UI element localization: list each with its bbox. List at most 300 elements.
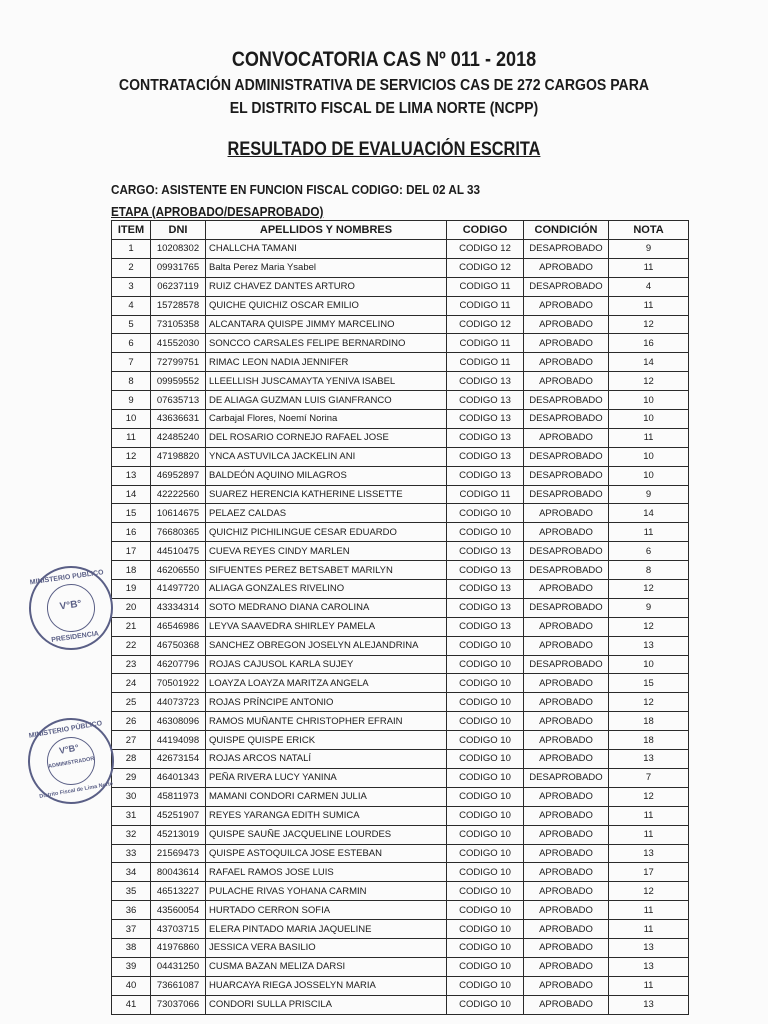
cell-condicion: APROBADO [524, 844, 609, 863]
table-row [112, 882, 689, 901]
cell-nota: 11 [609, 296, 689, 315]
cell-item: 2 [112, 258, 151, 277]
table-row [112, 447, 689, 466]
cell-condicion: APROBADO [524, 674, 609, 693]
cell-dni: 76680365 [151, 523, 206, 542]
cell-item: 7 [112, 353, 151, 372]
cell-nota: 10 [609, 655, 689, 674]
cell-dni: 46546986 [151, 617, 206, 636]
table-row [112, 240, 689, 259]
cell-codigo: CODIGO 11 [447, 296, 524, 315]
cell-condicion: APROBADO [524, 353, 609, 372]
cell-nota: 10 [609, 410, 689, 429]
cell-dni: 43560054 [151, 901, 206, 920]
cell-condicion: APROBADO [524, 825, 609, 844]
cell-codigo: CODIGO 10 [447, 787, 524, 806]
cell-apellidos-nombres: QUICHE QUICHIZ OSCAR EMILIO [206, 296, 447, 315]
cell-nota: 7 [609, 768, 689, 787]
cell-apellidos-nombres: ROJAS CAJUSOL KARLA SUJEY [206, 655, 447, 674]
table-row [112, 995, 689, 1014]
table-row [112, 617, 689, 636]
cell-apellidos-nombres: DEL ROSARIO CORNEJO RAFAEL JOSE [206, 428, 447, 447]
cell-item: 22 [112, 636, 151, 655]
cell-nota: 9 [609, 598, 689, 617]
cell-apellidos-nombres: Balta Perez Maria Ysabel [206, 258, 447, 277]
cell-codigo: CODIGO 10 [447, 636, 524, 655]
cell-apellidos-nombres: RAMOS MUÑANTE CHRISTOPHER EFRAIN [206, 712, 447, 731]
cell-nota: 10 [609, 391, 689, 410]
cell-dni: 72799751 [151, 353, 206, 372]
cell-nota: 4 [609, 277, 689, 296]
cell-nota: 11 [609, 806, 689, 825]
cell-dni: 46401343 [151, 768, 206, 787]
cell-dni: 80043614 [151, 863, 206, 882]
cell-apellidos-nombres: SIFUENTES PEREZ BETSABET MARILYN [206, 561, 447, 580]
cell-nota: 12 [609, 580, 689, 599]
cell-condicion: APROBADO [524, 428, 609, 447]
table-row [112, 561, 689, 580]
cell-nota: 6 [609, 542, 689, 561]
cell-apellidos-nombres: QUISPE ASTOQUILCA JOSE ESTEBAN [206, 844, 447, 863]
cell-codigo: CODIGO 13 [447, 466, 524, 485]
cell-apellidos-nombres: SUAREZ HERENCIA KATHERINE LISSETTE [206, 485, 447, 504]
cell-codigo: CODIGO 10 [447, 523, 524, 542]
cell-codigo: CODIGO 13 [447, 617, 524, 636]
cell-item: 13 [112, 466, 151, 485]
cell-item: 18 [112, 561, 151, 580]
table-row [112, 523, 689, 542]
cell-codigo: CODIGO 10 [447, 768, 524, 787]
cell-condicion: APROBADO [524, 882, 609, 901]
table-row [112, 466, 689, 485]
cell-condicion: DESAPROBADO [524, 655, 609, 674]
cell-condicion: APROBADO [524, 920, 609, 939]
cell-dni: 47198820 [151, 447, 206, 466]
cell-codigo: CODIGO 13 [447, 391, 524, 410]
cell-nota: 11 [609, 523, 689, 542]
stamp-middle-text: ADMINISTRADOR [47, 755, 95, 770]
table-row [112, 674, 689, 693]
cell-item: 27 [112, 731, 151, 750]
table-row [112, 938, 689, 957]
cell-condicion: APROBADO [524, 806, 609, 825]
cell-condicion: APROBADO [524, 258, 609, 277]
cell-nota: 13 [609, 995, 689, 1014]
cell-condicion: APROBADO [524, 957, 609, 976]
cell-condicion: APROBADO [524, 750, 609, 769]
cell-codigo: CODIGO 10 [447, 731, 524, 750]
cell-nota: 13 [609, 844, 689, 863]
table-row [112, 825, 689, 844]
cell-apellidos-nombres: CUEVA REYES CINDY MARLEN [206, 542, 447, 561]
cell-codigo: CODIGO 11 [447, 485, 524, 504]
cell-dni: 73105358 [151, 315, 206, 334]
table-header-row [112, 221, 689, 240]
document-subtitle-line2: EL DISTRITO FISCAL DE LIMA NORTE (NCPP) [229, 100, 539, 117]
cell-nota: 14 [609, 353, 689, 372]
cell-dni: 07635713 [151, 391, 206, 410]
cell-codigo: CODIGO 11 [447, 277, 524, 296]
cell-dni: 15728578 [151, 296, 206, 315]
cell-condicion: APROBADO [524, 580, 609, 599]
cell-apellidos-nombres: SONCCO CARSALES FELIPE BERNARDINO [206, 334, 447, 353]
cell-condicion: APROBADO [524, 712, 609, 731]
table-row [112, 863, 689, 882]
cell-dni: 46207796 [151, 655, 206, 674]
cell-item: 39 [112, 957, 151, 976]
cell-apellidos-nombres: CUSMA BAZAN MELIZA DARSI [206, 957, 447, 976]
cell-dni: 41976860 [151, 938, 206, 957]
stamp-center-text: V°B° [58, 742, 80, 756]
cell-nota: 11 [609, 920, 689, 939]
cell-codigo: CODIGO 10 [447, 693, 524, 712]
table-row [112, 598, 689, 617]
etapa-line: ETAPA (APROBADO/DESAPROBADO) [111, 204, 324, 219]
cell-dni: 70501922 [151, 674, 206, 693]
cell-apellidos-nombres: ROJAS PRÍNCIPE ANTONIO [206, 693, 447, 712]
cell-codigo: CODIGO 13 [447, 410, 524, 429]
cell-nota: 11 [609, 901, 689, 920]
cell-condicion: APROBADO [524, 731, 609, 750]
table-row [112, 976, 689, 995]
cell-codigo: CODIGO 10 [447, 504, 524, 523]
cell-item: 12 [112, 447, 151, 466]
cell-dni: 45213019 [151, 825, 206, 844]
cell-item: 26 [112, 712, 151, 731]
table-row [112, 957, 689, 976]
cell-apellidos-nombres: MAMANI CONDORI CARMEN JULIA [206, 787, 447, 806]
cell-condicion: DESAPROBADO [524, 768, 609, 787]
cell-condicion: APROBADO [524, 334, 609, 353]
cell-condicion: APROBADO [524, 693, 609, 712]
administrador-stamp [21, 711, 121, 811]
stamp-top-text: MINISTERIO PUBLICO [29, 569, 105, 587]
table-row [112, 731, 689, 750]
cell-nota: 12 [609, 372, 689, 391]
cell-apellidos-nombres: SANCHEZ OBREGON JOSELYN ALEJANDRINA [206, 636, 447, 655]
cell-dni: 44510475 [151, 542, 206, 561]
cell-condicion: DESAPROBADO [524, 410, 609, 429]
cell-nota: 12 [609, 315, 689, 334]
stamp-top-text: MINISTERIO PÚBLICO [28, 720, 103, 740]
cell-dni: 44073723 [151, 693, 206, 712]
cell-nota: 11 [609, 825, 689, 844]
cell-dni: 42485240 [151, 428, 206, 447]
cell-condicion: APROBADO [524, 976, 609, 995]
cell-apellidos-nombres: PEÑA RIVERA LUCY YANINA [206, 768, 447, 787]
cell-item: 11 [112, 428, 151, 447]
cell-item: 21 [112, 617, 151, 636]
cell-nota: 12 [609, 787, 689, 806]
cell-dni: 45811973 [151, 787, 206, 806]
cell-nota: 12 [609, 617, 689, 636]
cell-apellidos-nombres: DE ALIAGA GUZMAN LUIS GIANFRANCO [206, 391, 447, 410]
cell-nota: 13 [609, 957, 689, 976]
cell-codigo: CODIGO 10 [447, 995, 524, 1014]
cell-nota: 13 [609, 636, 689, 655]
cell-apellidos-nombres: BALDEÓN AQUINO MILAGROS [206, 466, 447, 485]
cell-item: 15 [112, 504, 151, 523]
cell-nota: 18 [609, 731, 689, 750]
cell-item: 20 [112, 598, 151, 617]
cell-nota: 13 [609, 938, 689, 957]
cell-nota: 11 [609, 258, 689, 277]
cell-condicion: DESAPROBADO [524, 598, 609, 617]
cell-item: 17 [112, 542, 151, 561]
cell-nota: 8 [609, 561, 689, 580]
cell-codigo: CODIGO 13 [447, 428, 524, 447]
cell-condicion: APROBADO [524, 504, 609, 523]
cell-codigo: CODIGO 10 [447, 901, 524, 920]
table-row [112, 504, 689, 523]
cell-item: 23 [112, 655, 151, 674]
cell-condicion: APROBADO [524, 863, 609, 882]
cell-apellidos-nombres: RAFAEL RAMOS JOSE LUIS [206, 863, 447, 882]
cell-nota: 10 [609, 466, 689, 485]
table-row [112, 372, 689, 391]
cell-codigo: CODIGO 10 [447, 844, 524, 863]
cell-apellidos-nombres: REYES YARANGA EDITH SUMICA [206, 806, 447, 825]
cell-dni: 46750368 [151, 636, 206, 655]
cell-dni: 42222560 [151, 485, 206, 504]
cell-dni: 43636631 [151, 410, 206, 429]
cell-apellidos-nombres: ALIAGA GONZALES RIVELINO [206, 580, 447, 599]
cell-apellidos-nombres: QUICHIZ PICHILINGUE CESAR EDUARDO [206, 523, 447, 542]
cell-codigo: CODIGO 13 [447, 598, 524, 617]
table-row [112, 844, 689, 863]
header-codigo: CODIGO [447, 221, 524, 240]
cell-dni: 73661087 [151, 976, 206, 995]
cell-item: 1 [112, 240, 151, 259]
table-row [112, 428, 689, 447]
table-row [112, 693, 689, 712]
cell-condicion: APROBADO [524, 636, 609, 655]
cell-condicion: APROBADO [524, 315, 609, 334]
cell-nota: 9 [609, 240, 689, 259]
cell-dni: 43334314 [151, 598, 206, 617]
table-row [112, 277, 689, 296]
table-row [112, 315, 689, 334]
cell-item: 10 [112, 410, 151, 429]
cell-codigo: CODIGO 12 [447, 258, 524, 277]
cell-codigo: CODIGO 10 [447, 825, 524, 844]
cell-dni: 43703715 [151, 920, 206, 939]
cell-condicion: APROBADO [524, 617, 609, 636]
cell-codigo: CODIGO 10 [447, 712, 524, 731]
cell-dni: 73037066 [151, 995, 206, 1014]
cell-dni: 42673154 [151, 750, 206, 769]
cell-apellidos-nombres: CONDORI SULLA PRISCILA [206, 995, 447, 1014]
cell-item: 34 [112, 863, 151, 882]
cell-dni: 09931765 [151, 258, 206, 277]
cell-item: 31 [112, 806, 151, 825]
cell-condicion: DESAPROBADO [524, 542, 609, 561]
cell-condicion: APROBADO [524, 787, 609, 806]
cell-dni: 06237119 [151, 277, 206, 296]
cell-dni: 10614675 [151, 504, 206, 523]
cell-condicion: DESAPROBADO [524, 277, 609, 296]
cell-condicion: DESAPROBADO [524, 485, 609, 504]
cell-apellidos-nombres: HURTADO CERRON SOFIA [206, 901, 447, 920]
header-apellidos-nombres: APELLIDOS Y NOMBRES [206, 221, 447, 240]
result-title: RESULTADO DE EVALUACIÓN ESCRITA [227, 139, 541, 160]
cell-item: 25 [112, 693, 151, 712]
cell-condicion: DESAPROBADO [524, 240, 609, 259]
cell-dni: 09959552 [151, 372, 206, 391]
cell-codigo: CODIGO 10 [447, 750, 524, 769]
cell-item: 41 [112, 995, 151, 1014]
cell-dni: 46308096 [151, 712, 206, 731]
cell-item: 8 [112, 372, 151, 391]
cell-nota: 10 [609, 447, 689, 466]
cell-nota: 13 [609, 750, 689, 769]
cell-codigo: CODIGO 10 [447, 882, 524, 901]
table-row [112, 806, 689, 825]
cell-codigo: CODIGO 11 [447, 353, 524, 372]
cell-apellidos-nombres: JESSICA VERA BASILIO [206, 938, 447, 957]
cell-codigo: CODIGO 11 [447, 334, 524, 353]
table-row [112, 768, 689, 787]
cell-codigo: CODIGO 10 [447, 655, 524, 674]
table-row [112, 334, 689, 353]
cell-nota: 16 [609, 334, 689, 353]
cell-dni: 46206550 [151, 561, 206, 580]
cell-codigo: CODIGO 10 [447, 674, 524, 693]
cell-nota: 14 [609, 504, 689, 523]
cell-dni: 04431250 [151, 957, 206, 976]
cell-condicion: APROBADO [524, 372, 609, 391]
cell-codigo: CODIGO 10 [447, 976, 524, 995]
cell-nota: 11 [609, 428, 689, 447]
cell-apellidos-nombres: ELERA PINTADO MARIA JAQUELINE [206, 920, 447, 939]
table-row [112, 485, 689, 504]
cell-apellidos-nombres: RUIZ CHAVEZ DANTES ARTURO [206, 277, 447, 296]
cell-apellidos-nombres: Carbajal Flores, Noemí Norina [206, 410, 447, 429]
table-row [112, 920, 689, 939]
cell-apellidos-nombres: LLEELLISH JUSCAMAYTA YENIVA ISABEL [206, 372, 447, 391]
table-row [112, 580, 689, 599]
cell-codigo: CODIGO 13 [447, 561, 524, 580]
cell-apellidos-nombres: HUARCAYA RIEGA JOSSELYN MARIA [206, 976, 447, 995]
document-title: CONVOCATORIA CAS Nº 011 - 2018 [231, 48, 537, 71]
cell-item: 24 [112, 674, 151, 693]
cell-codigo: CODIGO 10 [447, 957, 524, 976]
cell-dni: 44194098 [151, 731, 206, 750]
cell-codigo: CODIGO 13 [447, 447, 524, 466]
cell-condicion: APROBADO [524, 995, 609, 1014]
cell-apellidos-nombres: QUISPE SAUÑE JACQUELINE LOURDES [206, 825, 447, 844]
header-item: ITEM [112, 221, 151, 240]
header-nota: NOTA [609, 221, 689, 240]
table-row [112, 296, 689, 315]
cell-nota: 18 [609, 712, 689, 731]
cell-codigo: CODIGO 10 [447, 920, 524, 939]
table-row [112, 750, 689, 769]
cell-condicion: APROBADO [524, 523, 609, 542]
cell-item: 9 [112, 391, 151, 410]
table-row [112, 391, 689, 410]
table-row [112, 353, 689, 372]
cell-item: 32 [112, 825, 151, 844]
document-subtitle-line1: CONTRATACIÓN ADMINISTRATIVA DE SERVICIOS CAS DE 272 CARGOS PARA [118, 77, 650, 94]
cell-codigo: CODIGO 12 [447, 240, 524, 259]
cell-apellidos-nombres: SOTO MEDRANO DIANA CAROLINA [206, 598, 447, 617]
cell-item: 40 [112, 976, 151, 995]
table-body [112, 240, 689, 1015]
table-row [112, 636, 689, 655]
stamp-bottom-text: PRESIDENCIA [50, 630, 100, 645]
cell-dni: 46513227 [151, 882, 206, 901]
cell-codigo: CODIGO 10 [447, 863, 524, 882]
cell-dni: 41497720 [151, 580, 206, 599]
cell-apellidos-nombres: ALCANTARA QUISPE JIMMY MARCELINO [206, 315, 447, 334]
presidencia-stamp [24, 561, 119, 656]
cell-codigo: CODIGO 13 [447, 372, 524, 391]
cell-nota: 15 [609, 674, 689, 693]
cell-nota: 12 [609, 882, 689, 901]
cell-item: 37 [112, 920, 151, 939]
cell-condicion: APROBADO [524, 296, 609, 315]
cell-apellidos-nombres: RIMAC LEON NADIA JENNIFER [206, 353, 447, 372]
cell-codigo: CODIGO 13 [447, 542, 524, 561]
cell-condicion: DESAPROBADO [524, 466, 609, 485]
cell-item: 4 [112, 296, 151, 315]
cell-dni: 45251907 [151, 806, 206, 825]
cell-nota: 17 [609, 863, 689, 882]
cell-apellidos-nombres: LEYVA SAAVEDRA SHIRLEY PAMELA [206, 617, 447, 636]
cell-item: 16 [112, 523, 151, 542]
cell-apellidos-nombres: LOAYZA LOAYZA MARITZA ANGELA [206, 674, 447, 693]
table-row [112, 787, 689, 806]
cell-condicion: DESAPROBADO [524, 391, 609, 410]
cell-apellidos-nombres: PELAEZ CALDAS [206, 504, 447, 523]
cell-codigo: CODIGO 12 [447, 315, 524, 334]
cell-item: 28 [112, 750, 151, 769]
cell-item: 38 [112, 938, 151, 957]
cell-item: 36 [112, 901, 151, 920]
cell-condicion: DESAPROBADO [524, 447, 609, 466]
cell-item: 35 [112, 882, 151, 901]
table-row [112, 410, 689, 429]
cell-codigo: CODIGO 13 [447, 580, 524, 599]
table-row [112, 542, 689, 561]
cell-item: 5 [112, 315, 151, 334]
header-dni: DNI [151, 221, 206, 240]
cargo-line: CARGO: ASISTENTE EN FUNCION FISCAL CODIGO: DEL 02 AL 33 [111, 182, 481, 197]
cell-item: 14 [112, 485, 151, 504]
cell-nota: 11 [609, 976, 689, 995]
cell-apellidos-nombres: QUISPE QUISPE ERICK [206, 731, 447, 750]
cell-dni: 10208302 [151, 240, 206, 259]
cell-codigo: CODIGO 10 [447, 806, 524, 825]
cell-item: 33 [112, 844, 151, 863]
cell-nota: 9 [609, 485, 689, 504]
cell-apellidos-nombres: PULACHE RIVAS YOHANA CARMIN [206, 882, 447, 901]
cell-item: 19 [112, 580, 151, 599]
header-condicion: CONDICIÓN [524, 221, 609, 240]
cell-apellidos-nombres: CHALLCHA TAMANI [206, 240, 447, 259]
cell-dni: 21569473 [151, 844, 206, 863]
cell-item: 29 [112, 768, 151, 787]
cell-dni: 46952897 [151, 466, 206, 485]
table-row [112, 712, 689, 731]
cell-nota: 12 [609, 693, 689, 712]
table-row [112, 655, 689, 674]
stamp-bottom-text: Distrito Fiscal de Lima Norte [38, 781, 114, 800]
cell-apellidos-nombres: ROJAS ARCOS NATALÍ [206, 750, 447, 769]
cell-condicion: APROBADO [524, 901, 609, 920]
cell-item: 6 [112, 334, 151, 353]
